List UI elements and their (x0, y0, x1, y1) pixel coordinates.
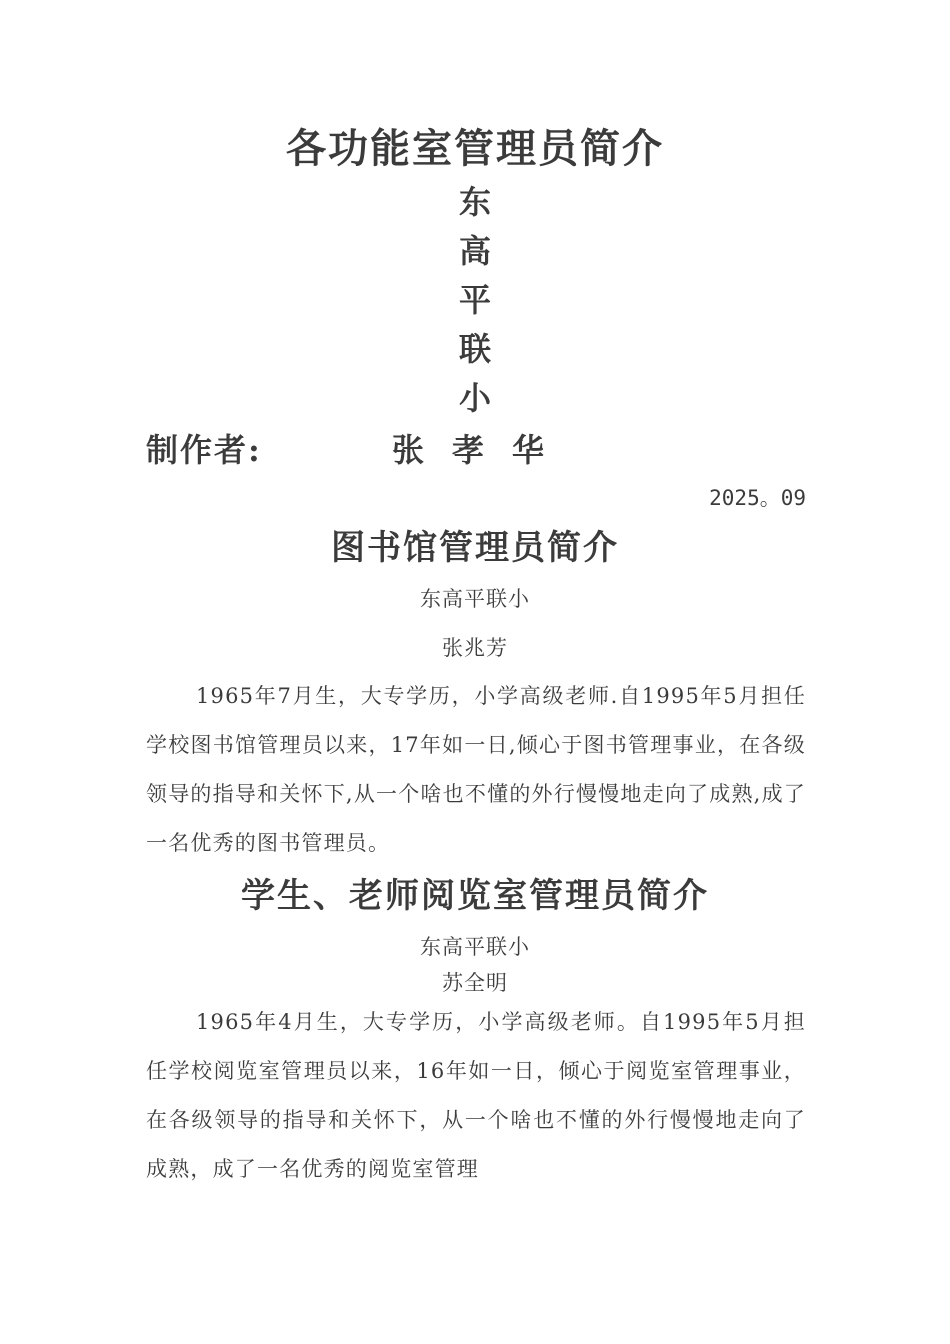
school-name-vertical (445, 178, 505, 423)
school-char: 平 (458, 281, 491, 319)
reading-room-section-title: 学生、老师阅览室管理员简介 (241, 876, 709, 916)
library-section-person: 张兆芳 (442, 636, 508, 660)
reading-room-section-body: 1965年4月生，大专学历，小学高级老师。自1995年5月担任学校阅览室管理员以来，16年如一日，倾心于阅览室管理事业，在各级领导的指导和关怀下，从一个啥也不懂的外行慢慢地走向了成熟，成了一名优秀的阅览室管理 (146, 1010, 806, 1181)
main-title: 各功能室管理员简介 (286, 125, 664, 172)
school-char: 东 (458, 183, 491, 221)
author-label: 制作者: (146, 431, 262, 469)
library-section-title: 图书馆管理员简介 (331, 528, 619, 568)
date: 2025。09 (709, 486, 806, 510)
reading-room-section-school: 东高平联小 (420, 935, 530, 959)
school-char: 高 (458, 232, 491, 270)
library-section-school: 东高平联小 (420, 587, 530, 611)
library-section-body: 1965年7月生，大专学历，小学高级老师.自1995年5月担任学校图书馆管理员以来，17年如一日,倾心于图书管理事业，在各级领导的指导和关怀下,从一个啥也不懂的外行慢慢地走向了成熟,成了一名优秀的图书管理员。 (146, 684, 806, 855)
school-char: 小 (458, 379, 491, 417)
author-name: 张孝华 (392, 431, 573, 469)
reading-room-section-person: 苏全明 (442, 971, 508, 995)
school-char: 联 (458, 330, 491, 368)
